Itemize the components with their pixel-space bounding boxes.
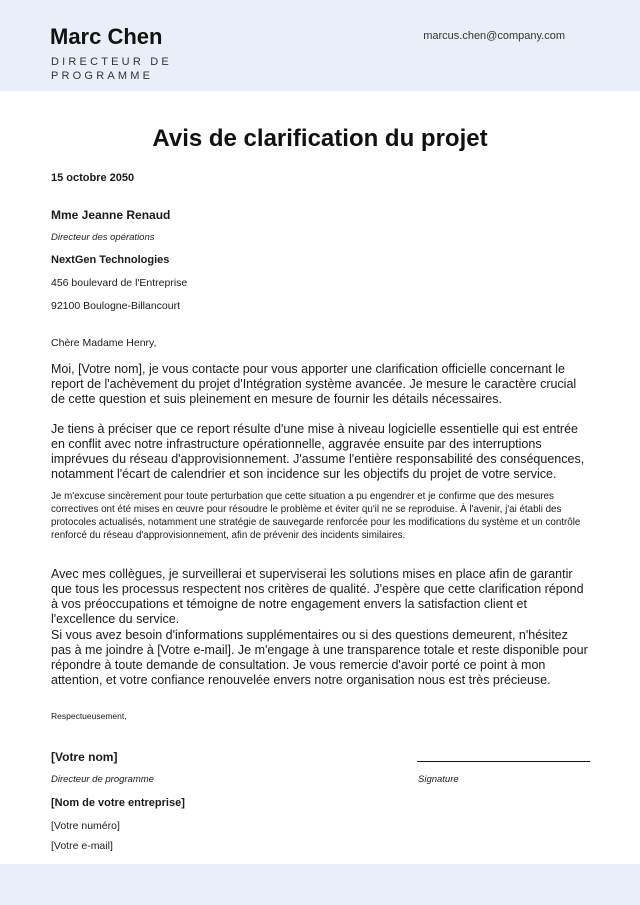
body-paragraph-1: Moi, [Votre nom], je vous contacte pour vous apporter une clarification officielle concernant le report de l'achèvement du projet d'Intégration système avancée. Je mesure le caractère crucial de cette question et suis pleinement en mesure de fournir les détails nécessaires.: [51, 362, 577, 406]
letter-date: 15 octobre 2050: [51, 172, 135, 184]
closing: Respectueusement,: [51, 711, 127, 721]
signer-company: [Nom de votre entreprise]: [51, 797, 185, 809]
recipient-city: 92100 Boulogne-Billancourt: [51, 300, 181, 312]
recipient-name: Mme Jeanne Renaud: [51, 208, 171, 222]
signer-email: [Votre e-mail]: [51, 840, 113, 852]
sender-name: Marc Chen: [50, 24, 163, 49]
body-paragraph-2: Je tiens à préciser que ce report résulte d'une mise à niveau logicielle essentielle qui est entrée en conflit avec notre infrastructure opérationnelle, aggravée ensuite par des interruptions imprévues du réseau d'approvisionnement. J'assume l'entière responsabilité des conséquences, notamment l'écart de calendrier et son incidence sur les objectifs du projet de votre service.: [51, 422, 585, 481]
document-title: Avis de clarification du projet: [152, 125, 488, 152]
body-paragraph-3: Je m'excuse sincèrement pour toute perturbation que cette situation a pu engendrer et je confirme que des mesures correctives ont été mises en œuvre pour résoudre le problème et éviter qu'il ne se reproduise. À l'avenir, j'ai établi des protocoles actualisés, notamment une stratégie de sauvegarde renforcée pour les modifications du système et un contrôle renforcé du réseau d'approvisionnement, afin de prévenir des incidents similaires.: [51, 491, 581, 541]
signature-caption: Signature: [418, 774, 459, 785]
signer-role: Directeur de programme: [51, 774, 154, 785]
sender-title: DIRECTEUR DE PROGRAMME: [51, 56, 172, 82]
signature-line: [417, 761, 590, 762]
body-paragraph-4: Avec mes collègues, je surveillerai et superviserai les solutions mises en place afin de garantir que tous les processus respectent nos critères de qualité. J'espère que cette clarification répond à vos préoccupations et témoigne de notre engagement envers la satisfaction client et l'excellence du service.: [51, 567, 584, 626]
salutation: Chère Madame Henry,: [51, 337, 157, 349]
signer-phone: [Votre numéro]: [51, 820, 120, 832]
recipient-company: NextGen Technologies: [51, 254, 170, 266]
footer-band: [0, 864, 640, 905]
sender-email: marcus.chen@company.com: [423, 30, 565, 42]
body-paragraph-5: Si vous avez besoin d'informations supplémentaires ou si des questions demeurent, n'hésitez pas à me joindre à [Votre e-mail]. Je m'engage à une transparence totale et reste disponible pour répondre à toute demande de consultation. Je vous remercie d'avoir porté ce point à mon attention, et votre confiance renouvelée envers notre organisation nous est très précieuse.: [51, 628, 588, 687]
recipient-role: Directeur des opérations: [51, 232, 155, 243]
signer-name: [Votre nom]: [51, 750, 118, 764]
recipient-street: 456 boulevard de l'Entreprise: [51, 277, 188, 289]
